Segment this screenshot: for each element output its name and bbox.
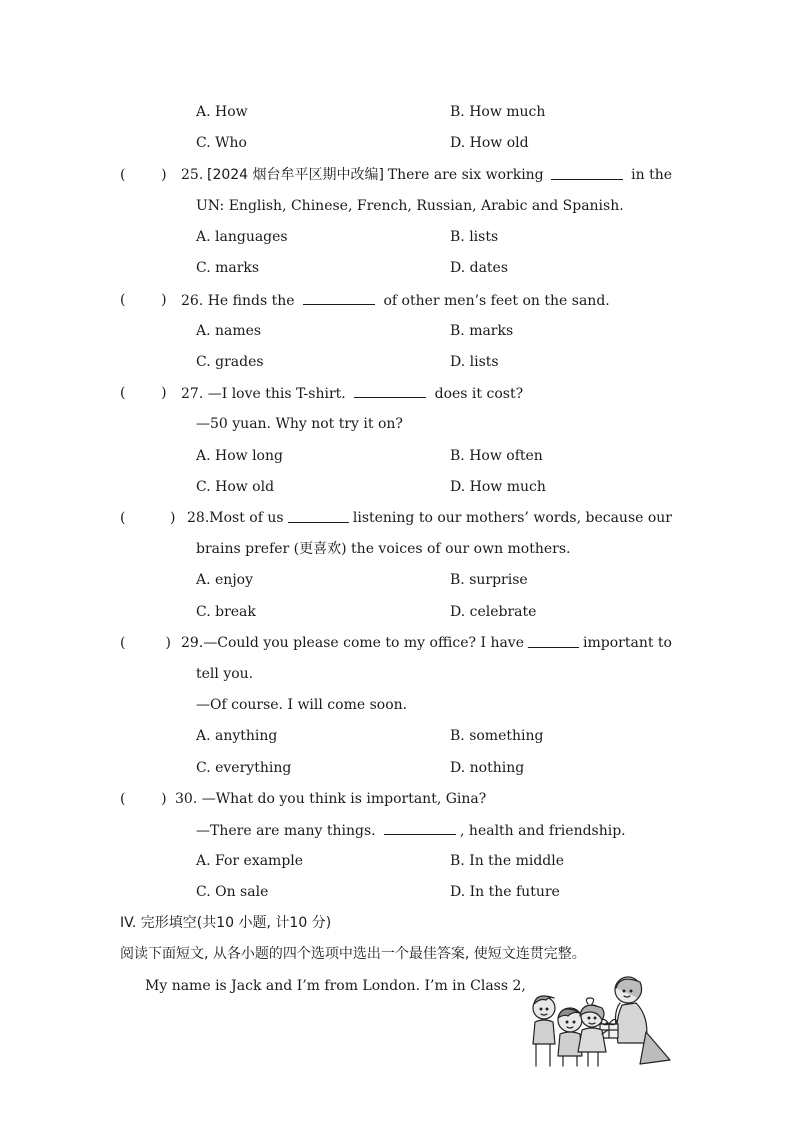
source-note: [2024 烟台牟平区期中改编] (207, 167, 385, 183)
option-d[interactable]: D. dates (450, 260, 509, 276)
children-teacher-illustration (530, 972, 675, 1068)
option-b[interactable]: B. lists (450, 229, 499, 245)
option-d[interactable]: D. lists (450, 354, 499, 370)
question-number: 27. (181, 386, 204, 402)
answer-blank[interactable] (384, 821, 456, 835)
question-number: 29. (181, 635, 204, 651)
stem-text-start: He finds the (207, 293, 295, 309)
option-c[interactable]: C. marks (196, 260, 260, 276)
stem-text-line2: —50 yuan. Why not try it on? (196, 416, 403, 432)
stem-text-line3: —Of course. I will come soon. (196, 697, 408, 713)
stem-text-line2: UN: English, Chinese, French, Russian, Arabic and Spanish. (196, 198, 624, 214)
stem-text-end: in the (631, 167, 672, 183)
stem-text-line2: brains prefer (更喜欢) the voices of our own mothers. (196, 541, 571, 557)
section-instruction: 阅读下面短文, 从各小题的四个选项中选出一个最佳答案, 使短文连贯完整。 (120, 946, 586, 962)
stem-text-start: There are six working (387, 167, 544, 183)
stem-text-start: —I love this T-shirt. (207, 386, 346, 402)
option-a[interactable]: A. languages (196, 229, 288, 245)
stem-line2 (196, 821, 626, 840)
option-d[interactable]: D. celebrate (450, 604, 537, 620)
stem-text-start: Most of us (209, 510, 284, 526)
answer-bracket[interactable]: ( ) (120, 791, 167, 807)
question-number: 25. (181, 167, 204, 183)
option-d[interactable]: D. How much (450, 479, 546, 495)
option-b[interactable]: B. something (450, 728, 544, 744)
option-c[interactable]: C. Who (196, 135, 247, 151)
option-a[interactable]: A. anything (196, 728, 278, 744)
answer-blank[interactable] (303, 291, 375, 305)
passage-line: My name is Jack and I’m from London. I’m in Class 2, (145, 978, 526, 994)
option-b[interactable]: B. How often (450, 448, 543, 464)
option-c[interactable]: C. break (196, 604, 256, 620)
question-stem (181, 384, 523, 403)
question-stem (187, 509, 672, 527)
answer-bracket[interactable]: ( ) (120, 385, 167, 401)
question-number: 28. (187, 510, 210, 526)
stem-text: —What do you think is important, Gina? (201, 791, 487, 807)
answer-blank[interactable] (288, 509, 349, 523)
answer-bracket[interactable]: ( ) (120, 510, 176, 526)
stem-text-end: does it cost? (434, 386, 524, 402)
option-d[interactable]: D. How old (450, 135, 529, 151)
question-stem (181, 291, 610, 310)
option-b[interactable]: B. How much (450, 104, 546, 120)
section-heading: IV. 完形填空(共10 小题, 计10 分) (120, 915, 332, 931)
stem-text-end: of other men’s feet on the sand. (383, 293, 610, 309)
answer-blank[interactable] (354, 384, 426, 398)
option-c[interactable]: C. everything (196, 760, 292, 776)
option-a[interactable]: A. enjoy (196, 572, 253, 588)
question-stem (181, 166, 672, 184)
option-c[interactable]: C. How old (196, 479, 275, 495)
stem-text-line2: tell you. (196, 666, 254, 682)
option-d[interactable]: D. In the future (450, 884, 560, 900)
option-a[interactable]: A. For example (196, 853, 304, 869)
answer-blank[interactable] (528, 634, 579, 648)
option-c[interactable]: C. grades (196, 354, 264, 370)
question-stem (175, 790, 486, 808)
option-a[interactable]: A. How (196, 104, 248, 120)
option-a[interactable]: A. How long (196, 448, 283, 464)
option-a[interactable]: A. names (196, 323, 262, 339)
answer-bracket[interactable]: ( ) (120, 292, 167, 308)
question-number: 30. (175, 791, 198, 807)
option-c[interactable]: C. On sale (196, 884, 269, 900)
question-number: 26. (181, 293, 204, 309)
answer-bracket[interactable]: ( ) (120, 167, 167, 183)
option-b[interactable]: B. marks (450, 323, 514, 339)
stem-text-end: important to (583, 635, 672, 651)
option-b[interactable]: B. surprise (450, 572, 528, 588)
stem-text-start: —Could you please come to my office? I have (203, 635, 525, 651)
stem-text-end: , health and friendship. (460, 823, 626, 839)
answer-bracket[interactable]: ( ) (120, 635, 171, 651)
option-b[interactable]: B. In the middle (450, 853, 565, 869)
stem-text-start: —There are many things. (196, 823, 376, 839)
option-d[interactable]: D. nothing (450, 760, 525, 776)
answer-blank[interactable] (551, 166, 623, 180)
stem-text-end: listening to our mothers’ words, because our (352, 510, 672, 526)
question-stem (181, 634, 672, 652)
